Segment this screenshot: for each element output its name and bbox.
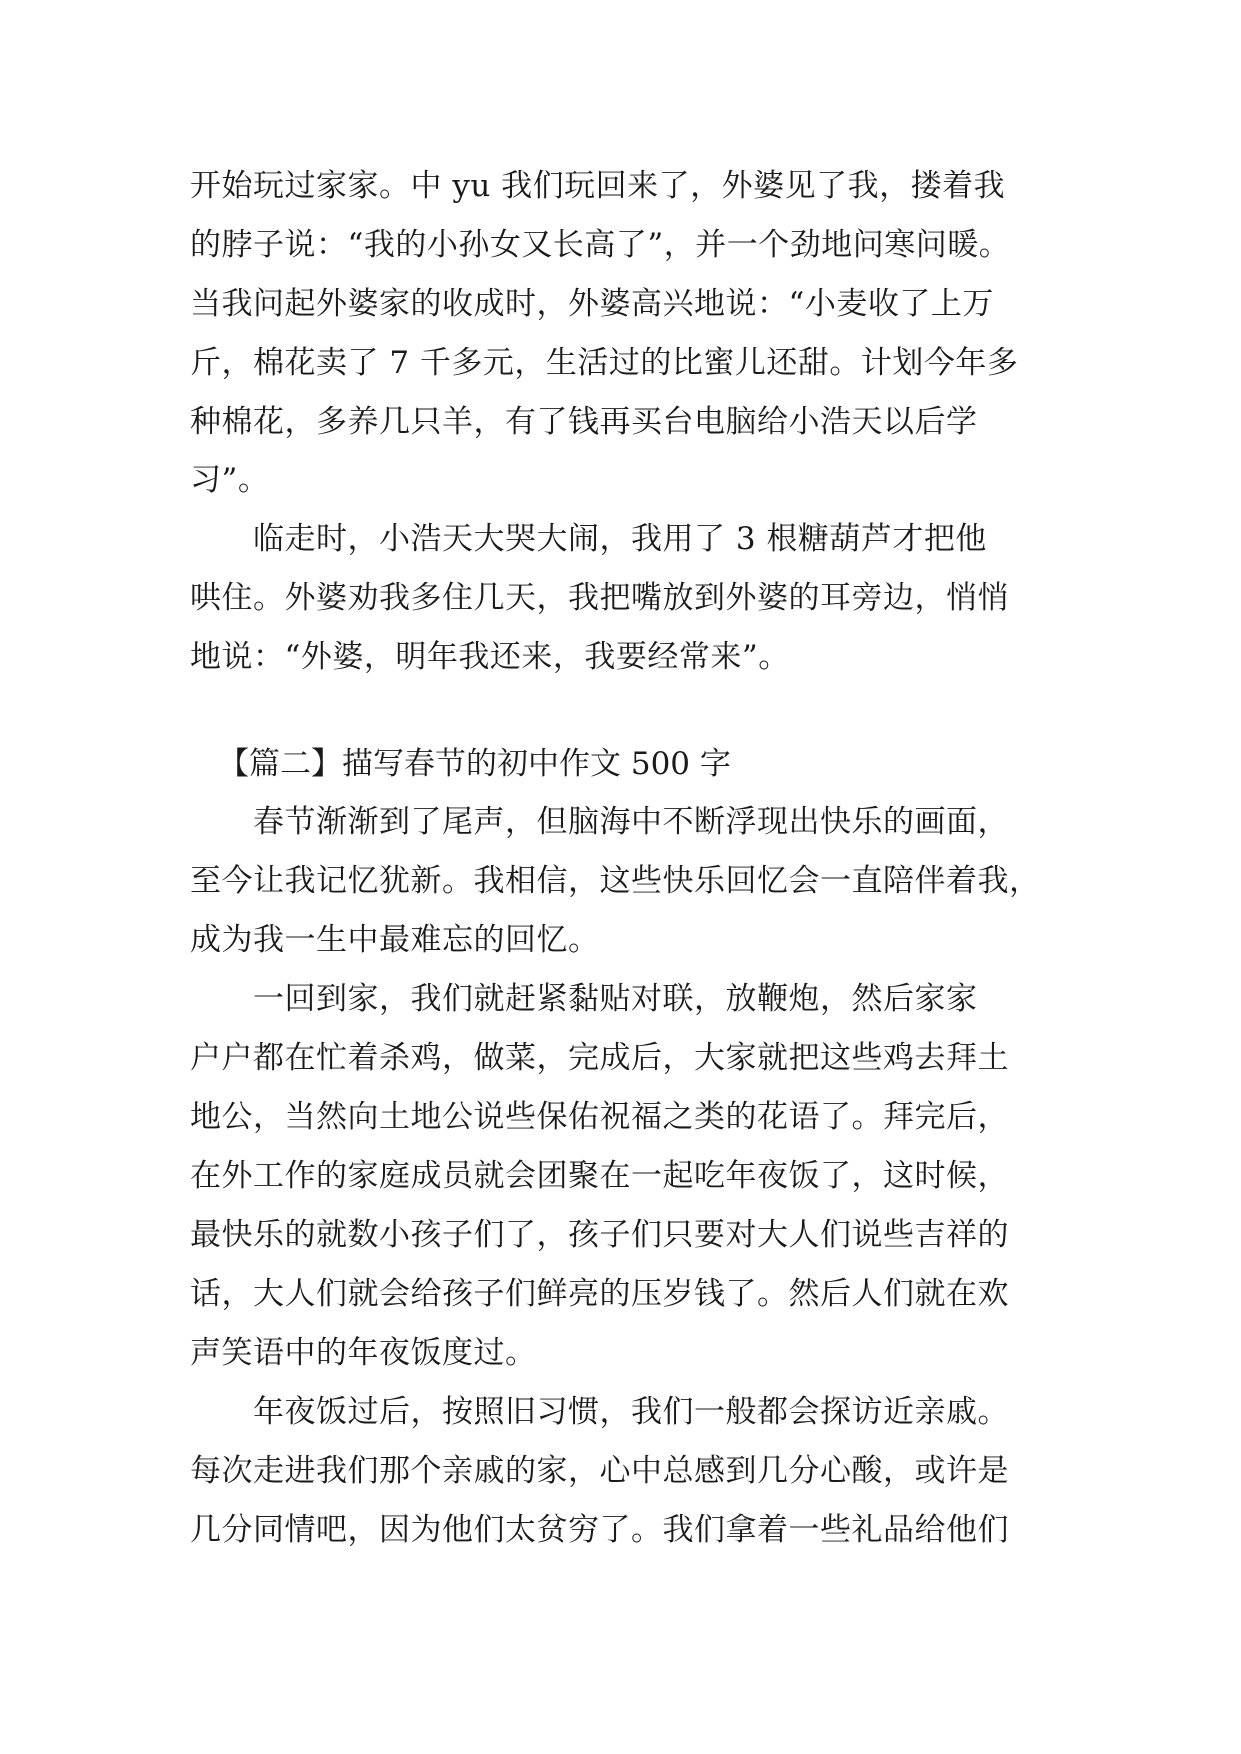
text-line: 每次走进我们那个亲戚的家，心中总感到几分心酸，或许是	[190, 1453, 1009, 1489]
text-line: 地公，当然向土地公说些保佑祝福之类的花语了。拜完后，	[190, 1099, 1009, 1135]
text-line: 几分同情吧，因为他们太贫穷了。我们拿着一些礼品给他们	[190, 1512, 1009, 1548]
text-line: 种棉花，多养几只羊，有了钱再买台电脑给小浩天以后学	[190, 404, 978, 440]
text-line: 地说：“外婆，明年我还来，我要经常来”。	[190, 639, 790, 675]
text-line: 哄住。外婆劝我多住几天，我把嘴放到外婆的耳旁边，悄悄	[190, 580, 1009, 616]
text-line: 年夜饭过后，按照旧习惯，我们一般都会探访近亲戚。	[190, 1394, 1009, 1430]
text-line: 临走时，小浩天大哭大闹，我用了 3 根糖葫芦才把他	[190, 521, 987, 557]
text-line: 至今让我记忆犹新。我相信，这些快乐回忆会一直陪伴着我，	[190, 863, 1041, 899]
text-line: 春节渐渐到了尾声，但脑海中不断浮现出快乐的画面，	[190, 804, 1009, 840]
section-heading: 【篇二】描写春节的初中作文 500 字	[218, 746, 731, 782]
text-line: 话，大人们就会给孩子们鲜亮的压岁钱了。然后人们就在欢	[190, 1276, 1009, 1312]
text-line: 习”。	[190, 462, 270, 498]
text-line: 成为我一生中最难忘的回忆。	[190, 922, 600, 958]
text-line: 一回到家，我们就赶紧黏贴对联，放鞭炮，然后家家	[190, 981, 978, 1017]
text-line: 当我问起外婆家的收成时，外婆高兴地说：“小麦收了上万	[190, 286, 994, 322]
text-line: 在外工作的家庭成员就会团聚在一起吃年夜饭了，这时候，	[190, 1158, 1009, 1194]
text-line: 斤，棉花卖了 7 千多元，生活过的比蜜儿还甜。计划今年多	[190, 345, 1019, 381]
text-line: 最快乐的就数小孩子们了，孩子们只要对大人们说些吉祥的	[190, 1217, 1009, 1253]
text-line: 声笑语中的年夜饭度过。	[190, 1335, 537, 1371]
text-line: 的脖子说：“我的小孙女又长高了”，并一个劲地问寒问暖。	[190, 227, 1011, 263]
text-line: 开始玩过家家。中 yu 我们玩回来了，外婆见了我，搂着我	[190, 168, 1006, 204]
text-line: 户户都在忙着杀鸡，做菜，完成后，大家就把这些鸡去拜土	[190, 1040, 1009, 1076]
